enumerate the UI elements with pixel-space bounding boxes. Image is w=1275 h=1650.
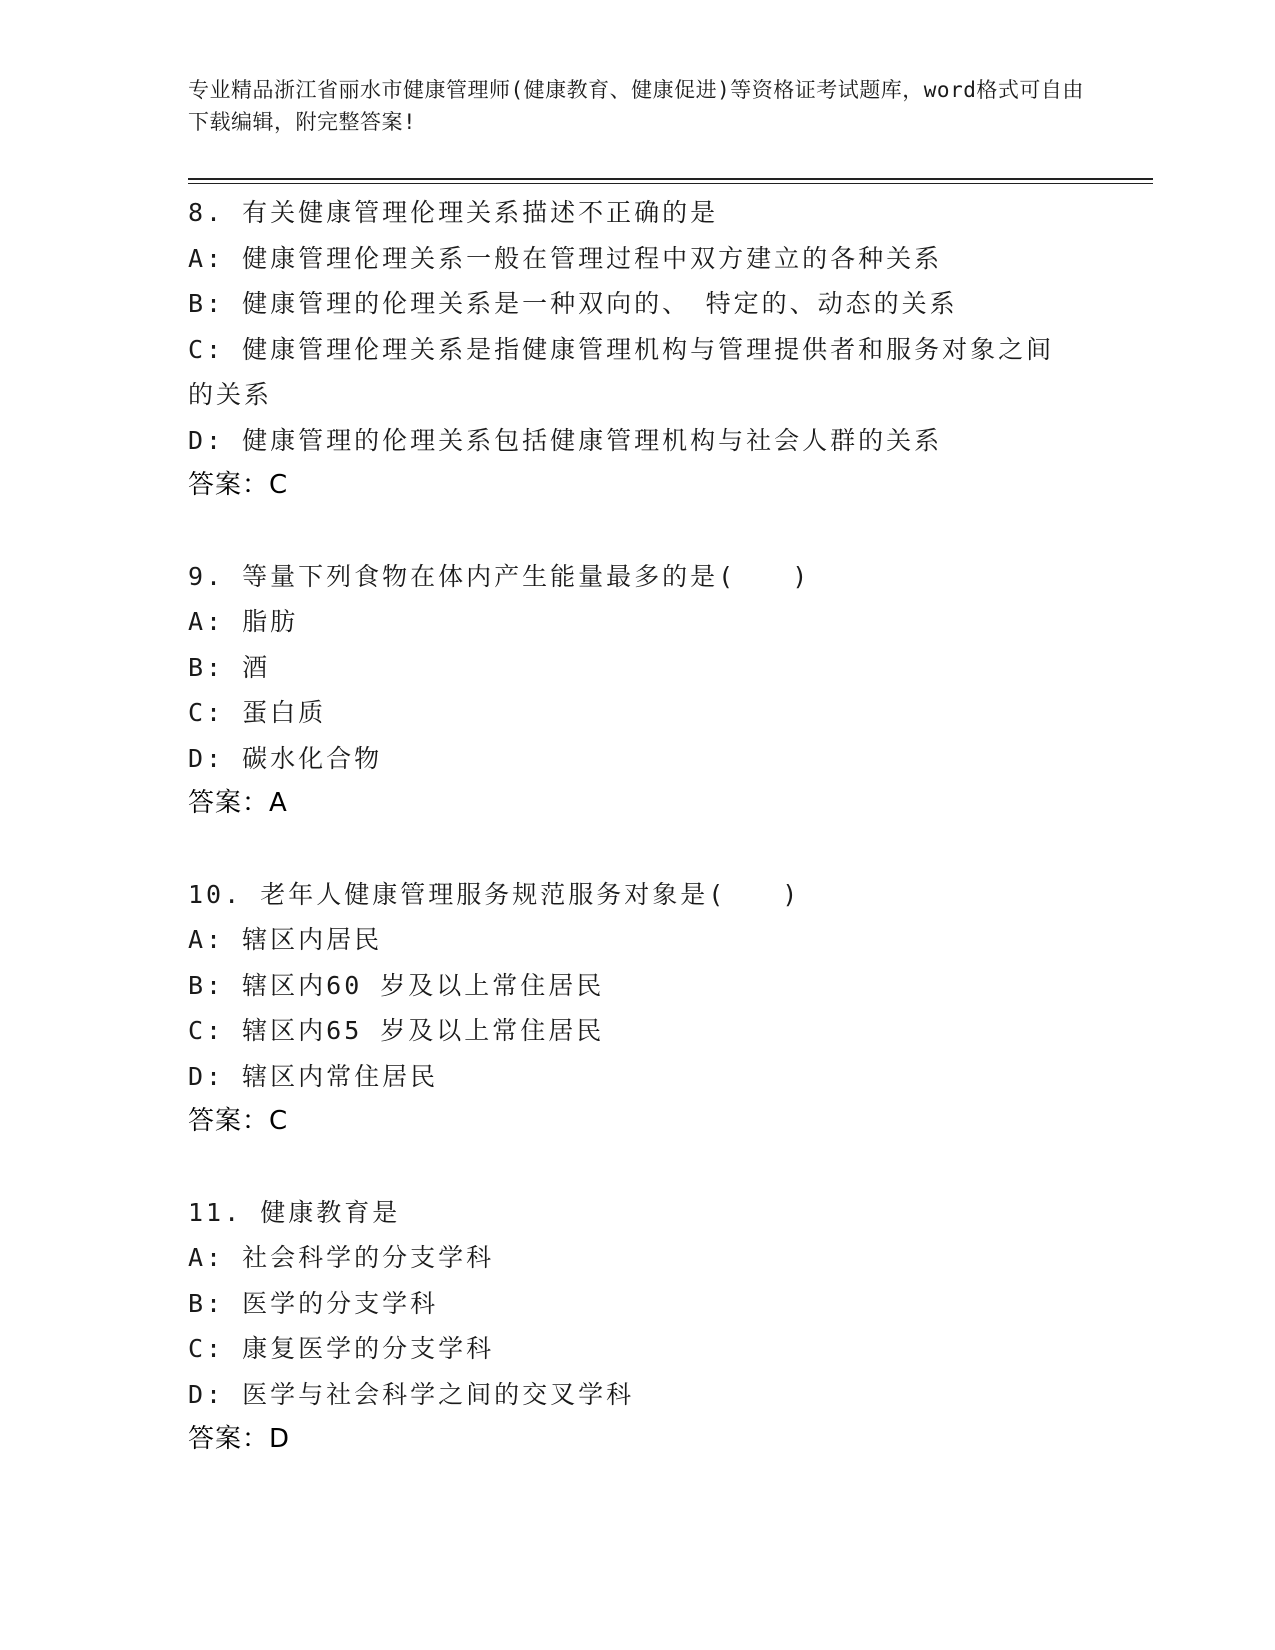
question-10: [188, 872, 1088, 1145]
answer-line: 答案：D: [188, 1424, 291, 1454]
answer-line: 答案：C: [188, 470, 289, 500]
option-a: A: 健康管理伦理关系一般在管理过程中双方建立的各种关系: [188, 243, 943, 273]
option-d: D: 碳水化合物: [188, 743, 383, 773]
option-b: B: 酒: [188, 652, 271, 682]
question-spacer: [188, 827, 1088, 872]
header-divider-thick: [188, 178, 1153, 180]
question-11: [188, 1190, 1088, 1463]
answer-line: 答案：A: [188, 788, 288, 818]
option-d: D: 健康管理的伦理关系包括健康管理机构与社会人群的关系: [188, 425, 943, 455]
option-c: C: 辖区内65 岁及以上常住居民: [188, 1016, 605, 1045]
header-divider-thin: [188, 183, 1153, 184]
document-header: 专业精品浙江省丽水市健康管理师(健康教育、健康促进)等资格证考试题库，word格式可自由下载编辑，附完整答案!: [188, 78, 1084, 134]
option-b: B: 医学的分支学科: [188, 1288, 439, 1318]
question-stem: 11. 健康教育是: [188, 1197, 401, 1227]
option-a: A: 脂肪: [188, 607, 299, 636]
question-spacer: [188, 1145, 1088, 1190]
question-8: [188, 190, 1088, 509]
option-a: A: 社会科学的分支学科: [188, 1243, 495, 1272]
option-b: B: 辖区内60 岁及以上常住居民: [188, 970, 605, 1000]
question-stem: 9. 等量下列食物在体内产生能量最多的是( ): [188, 561, 811, 591]
question-list: [188, 190, 1088, 1463]
question-stem: 8. 有关健康管理伦理关系描述不正确的是: [188, 198, 719, 227]
option-c: C: 蛋白质: [188, 698, 327, 727]
option-b: B: 健康管理的伦理关系是一种双向的、 特定的、动态的关系: [188, 289, 958, 318]
question-stem: 10. 老年人健康管理服务规范服务对象是( ): [188, 879, 801, 909]
option-d: D: 辖区内常住居民: [188, 1061, 439, 1091]
option-c: C: 康复医学的分支学科: [188, 1334, 495, 1363]
answer-line: 答案：C: [188, 1106, 289, 1136]
option-a: A: 辖区内居民: [188, 925, 383, 954]
question-spacer: [188, 509, 1088, 554]
option-d: D: 医学与社会科学之间的交叉学科: [188, 1379, 635, 1409]
question-9: [188, 554, 1088, 827]
option-c: C: 健康管理伦理关系是指健康管理机构与管理提供者和服务对象之间的关系: [188, 334, 1055, 409]
